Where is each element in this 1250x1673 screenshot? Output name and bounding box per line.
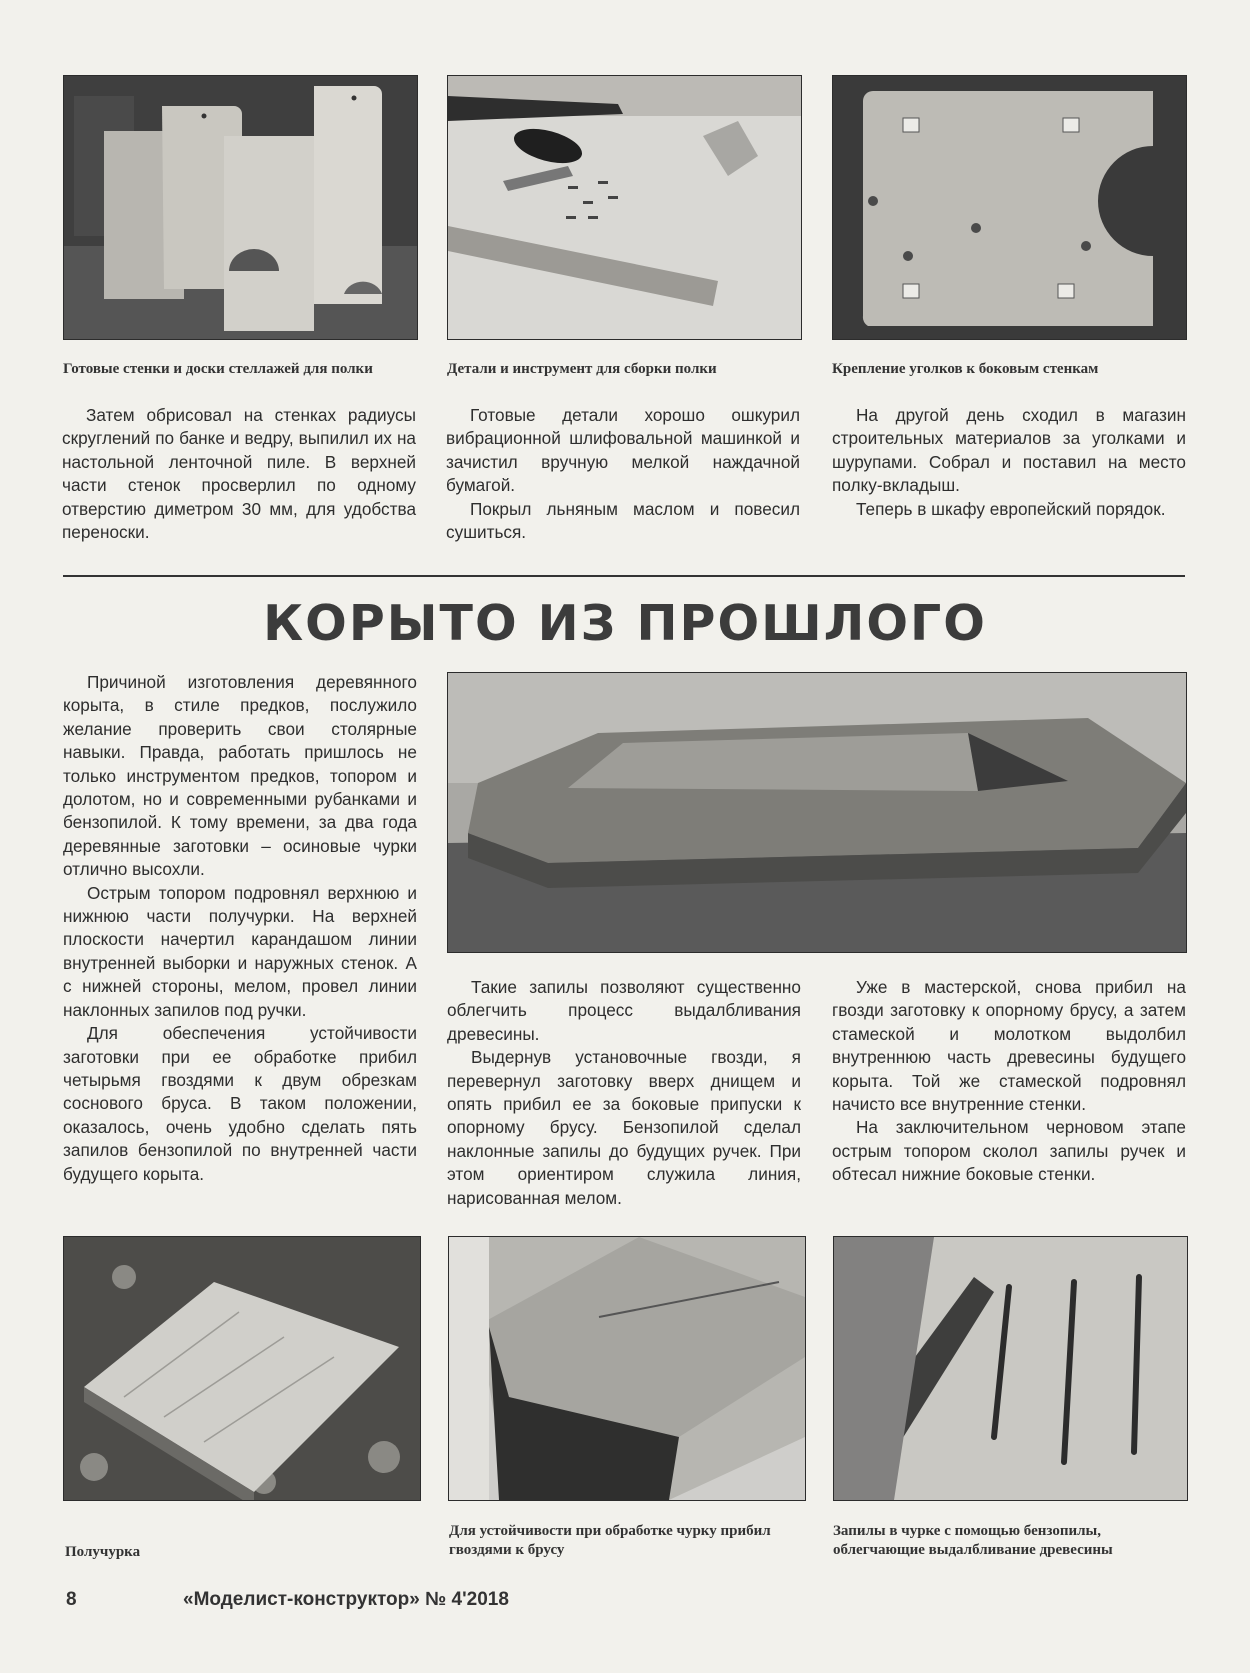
photo-log-nailed-to-beam — [448, 1236, 806, 1501]
paragraph: Теперь в шкафу европейский порядок. — [856, 498, 1166, 519]
photo-chainsaw-cuts — [833, 1236, 1188, 1501]
caption-log-nailed: Для устойчивости при обработке чурку прибил гвоздями к брусу — [449, 1523, 771, 1558]
paragraph: На заключительном черновом этапе острым топором сколол запилы ручек и обтесал нижние боковые стенки. — [832, 1117, 1186, 1185]
photo-half-log — [63, 1236, 421, 1501]
caption-chainsaw-cuts: Запилы в чурке с помощью бензопилы, облегчающие выдалбливание древесины — [833, 1523, 1113, 1558]
article-middle-column — [447, 976, 801, 1210]
paragraph: Острым топором подровнял верхнюю и нижнюю части получурки. На верхней плоскости начертил карандашом линии внутренней выборки и наружных стенок. А с нижней стороны, мелом, провел линии наклонных запилов под ручки. — [63, 882, 417, 1020]
paragraph: Выдернув установочные гвозди, я перевернул заготовку вверх днищем и опять прибил ее за боковые припуски к опорному брусу. Бензопилой сделал наклонные запилы до будущих ручек. При этом ориентиром служила линия, нарисованная мелом. — [447, 1047, 801, 1208]
article-right-column — [832, 976, 1186, 1187]
photo-assembly-tools — [447, 75, 802, 340]
paragraph: Причиной изготовления деревянного корыта, в стиле предков, послужило желание проверить свои столярные навыки. Правда, работать пришлось не только инструментом предков, топором и долотом, но и современными рубанками и бензопилой. К тому времени, за два года деревянные заготовки – осиновые чурки отлично высохли. — [63, 672, 417, 880]
caption-corner-brackets: Крепление уголков к боковым стенкам — [832, 361, 1099, 377]
paragraph: Готовые детали хорошо ошкурил вибрационной шлифовальной машинкой и зачистил вручную мелкой наждачной бумагой. — [446, 405, 800, 496]
magazine-issue: «Моделист-конструктор» № 4'2018 — [183, 1589, 509, 1610]
caption-half-log: Получурка — [65, 1544, 141, 1560]
paragraph: Затем обрисовал на стенках радиусы скруглений по банке и ведру, выпилил их на настольной ленточной пиле. В верхней части стенок просверлил по одному отверстию диметром 30 мм, для удобства переноски. — [62, 405, 416, 543]
top-text-column-3 — [832, 404, 1186, 521]
paragraph: На другой день сходил в магазин строительных материалов за уголками и шурупами. Собрал и поставил на место полку-вкладыш. — [832, 405, 1186, 496]
paragraph: Такие запилы позволяют существенно облегчить процесс выдалбливания древесины. — [447, 977, 801, 1044]
paragraph: Покрыл льняным маслом и повесил сушиться. — [446, 498, 800, 543]
photo-corner-brackets — [832, 75, 1187, 340]
paragraph: Для обеспечения устойчивости заготовки при ее обработке прибил четырьмя гвоздями к двум обрезкам соснового бруса. В таком положении, оказалось, очень удобно сделать пять запилов бензопилой по внутренней части будущего корыта. — [63, 1023, 417, 1184]
article-left-column — [63, 671, 417, 1186]
photo-shelf-walls — [63, 75, 418, 340]
top-text-column-2 — [446, 404, 800, 544]
photo-wooden-trough — [447, 672, 1187, 953]
section-divider — [63, 575, 1185, 577]
top-text-column-1 — [62, 404, 416, 544]
caption-assembly-tools: Детали и инструмент для сборки полки — [447, 361, 717, 377]
caption-shelf-walls: Готовые стенки и доски стеллажей для полки — [63, 361, 373, 377]
paragraph: Уже в мастерской, снова прибил на гвозди заготовку к опорному брусу, а затем стамеской и молотком выдолбил внутреннюю часть древесины будущего корыта. Той же стамеской подровнял начисто все внутренние стенки. — [832, 977, 1186, 1115]
page-number: 8 — [66, 1589, 77, 1610]
article-title: КОРЫТО ИЗ ПРОШЛОГО — [263, 595, 987, 652]
